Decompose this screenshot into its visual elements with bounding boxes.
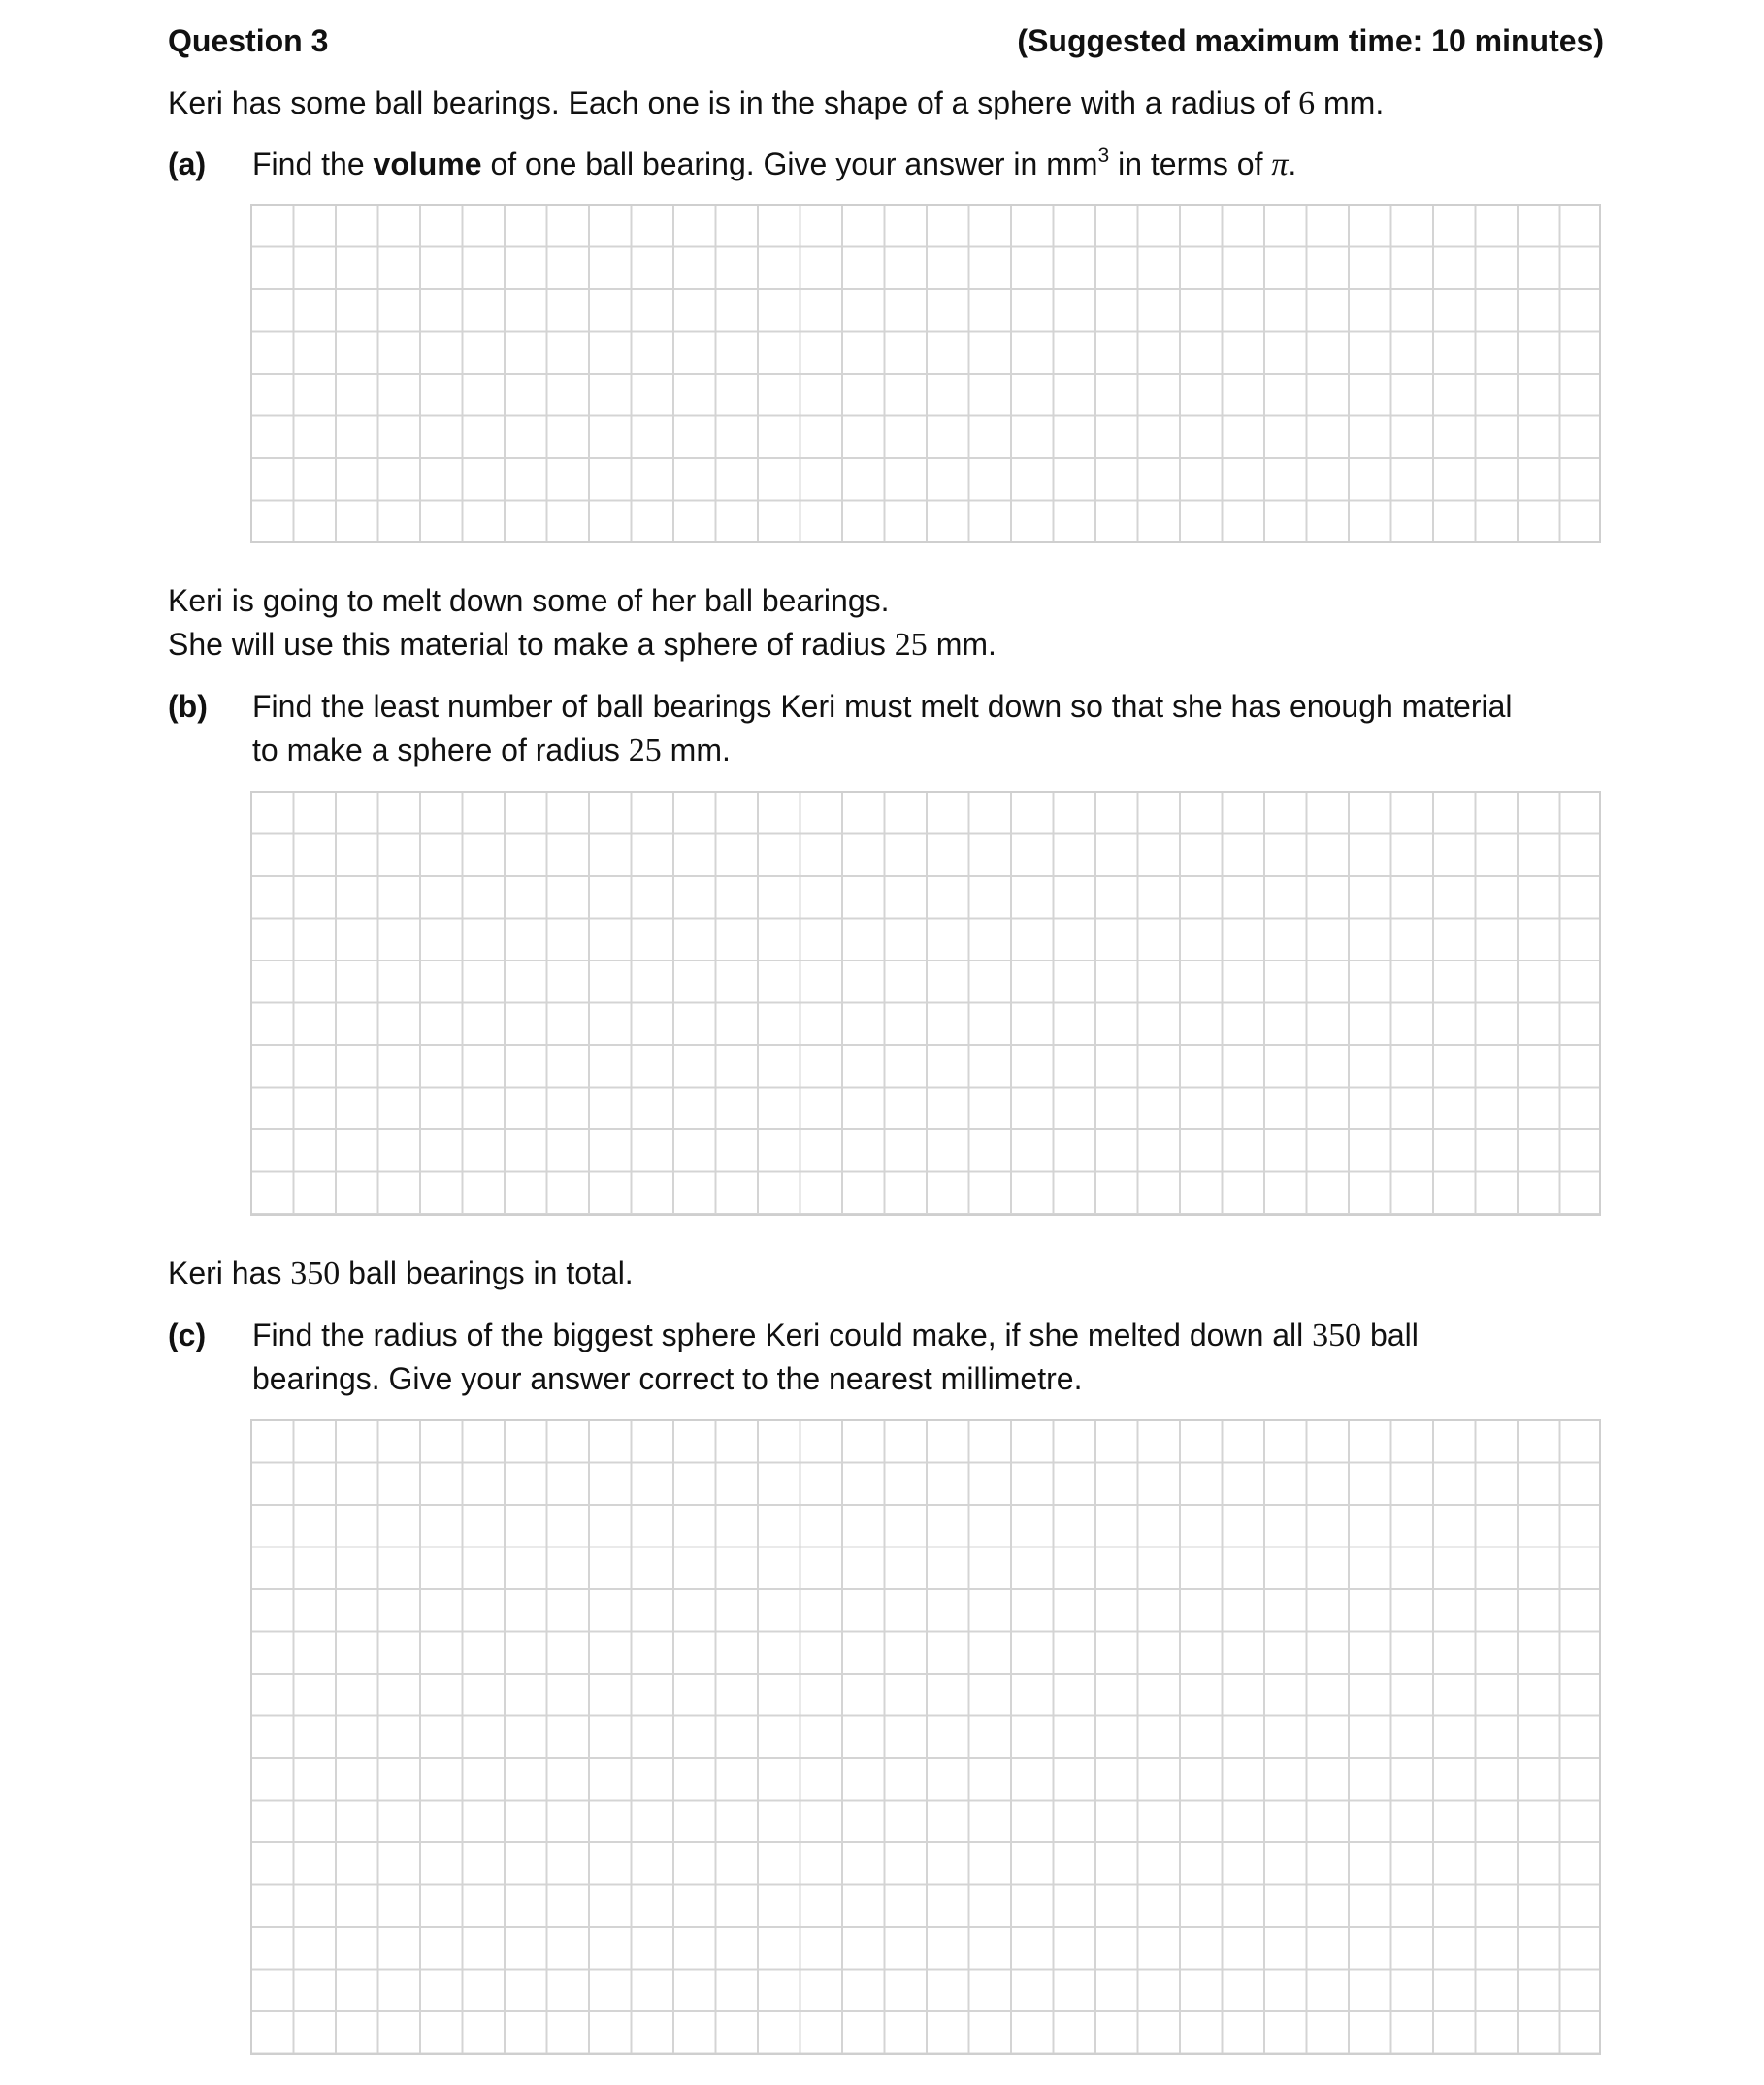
- intro-text: [168, 81, 1384, 125]
- part-a-text-4: .: [1288, 147, 1297, 181]
- melt-intro-line-2: [168, 623, 996, 667]
- part-b-label: (b): [168, 689, 208, 724]
- question-title: Question 3: [168, 23, 329, 58]
- part-c-line-1-after: ball: [1361, 1318, 1419, 1352]
- part-b-radius-value: 25: [628, 733, 662, 768]
- melt-intro-radius-value: 25: [894, 627, 928, 663]
- part-c-count-value: 350: [1312, 1318, 1362, 1353]
- intro-text-after: mm.: [1315, 85, 1385, 120]
- melt-intro-line-1: Keri is going to melt down some of her ball bearings.: [168, 583, 890, 618]
- answer-grid-a[interactable]: [250, 204, 1601, 543]
- part-c-line-2: bearings. Give your answer correct to the nearest millimetre.: [252, 1361, 1083, 1396]
- total-text: [168, 1252, 634, 1295]
- part-b-line-2-after: mm.: [661, 733, 731, 767]
- pi-symbol: π: [1271, 147, 1289, 182]
- part-a-label: (a): [168, 147, 207, 181]
- time-note: (Suggested maximum time: 10 minutes): [1017, 23, 1604, 58]
- melt-intro-line-2-before: She will use this material to make a sphere of radius: [168, 627, 895, 662]
- part-a-question: [252, 143, 1296, 186]
- answer-grid-c[interactable]: [250, 1419, 1601, 2055]
- part-b-line-1: Find the least number of ball bearings Keri must melt down so that she has enough material: [252, 689, 1513, 724]
- part-a-text-2: of one ball bearing. Give your answer in mm: [481, 147, 1098, 181]
- part-c-line-1-before: Find the radius of the biggest sphere Keri could make, if she melted down all: [252, 1318, 1313, 1352]
- intro-radius-value: 6: [1298, 85, 1316, 121]
- total-text-after: ball bearings in total.: [340, 1255, 634, 1290]
- part-a-text-1: Find the: [252, 147, 374, 181]
- intro-text-before: Keri has some ball bearings. Each one is in the shape of a sphere with a radius of: [168, 85, 1299, 120]
- part-b-line-2-before: to make a sphere of radius: [252, 733, 629, 767]
- part-a-text-3: in terms of: [1109, 147, 1272, 181]
- melt-intro-line-2-after: mm.: [927, 627, 996, 662]
- total-text-before: Keri has: [168, 1255, 291, 1290]
- part-a-superscript: 3: [1097, 145, 1110, 167]
- answer-grid-b[interactable]: [250, 791, 1601, 1216]
- part-a-bold-word: volume: [373, 147, 482, 181]
- part-b-line-2: [252, 729, 731, 772]
- part-c-label: (c): [168, 1318, 207, 1352]
- total-value: 350: [290, 1255, 341, 1291]
- part-c-line-1: [252, 1314, 1419, 1357]
